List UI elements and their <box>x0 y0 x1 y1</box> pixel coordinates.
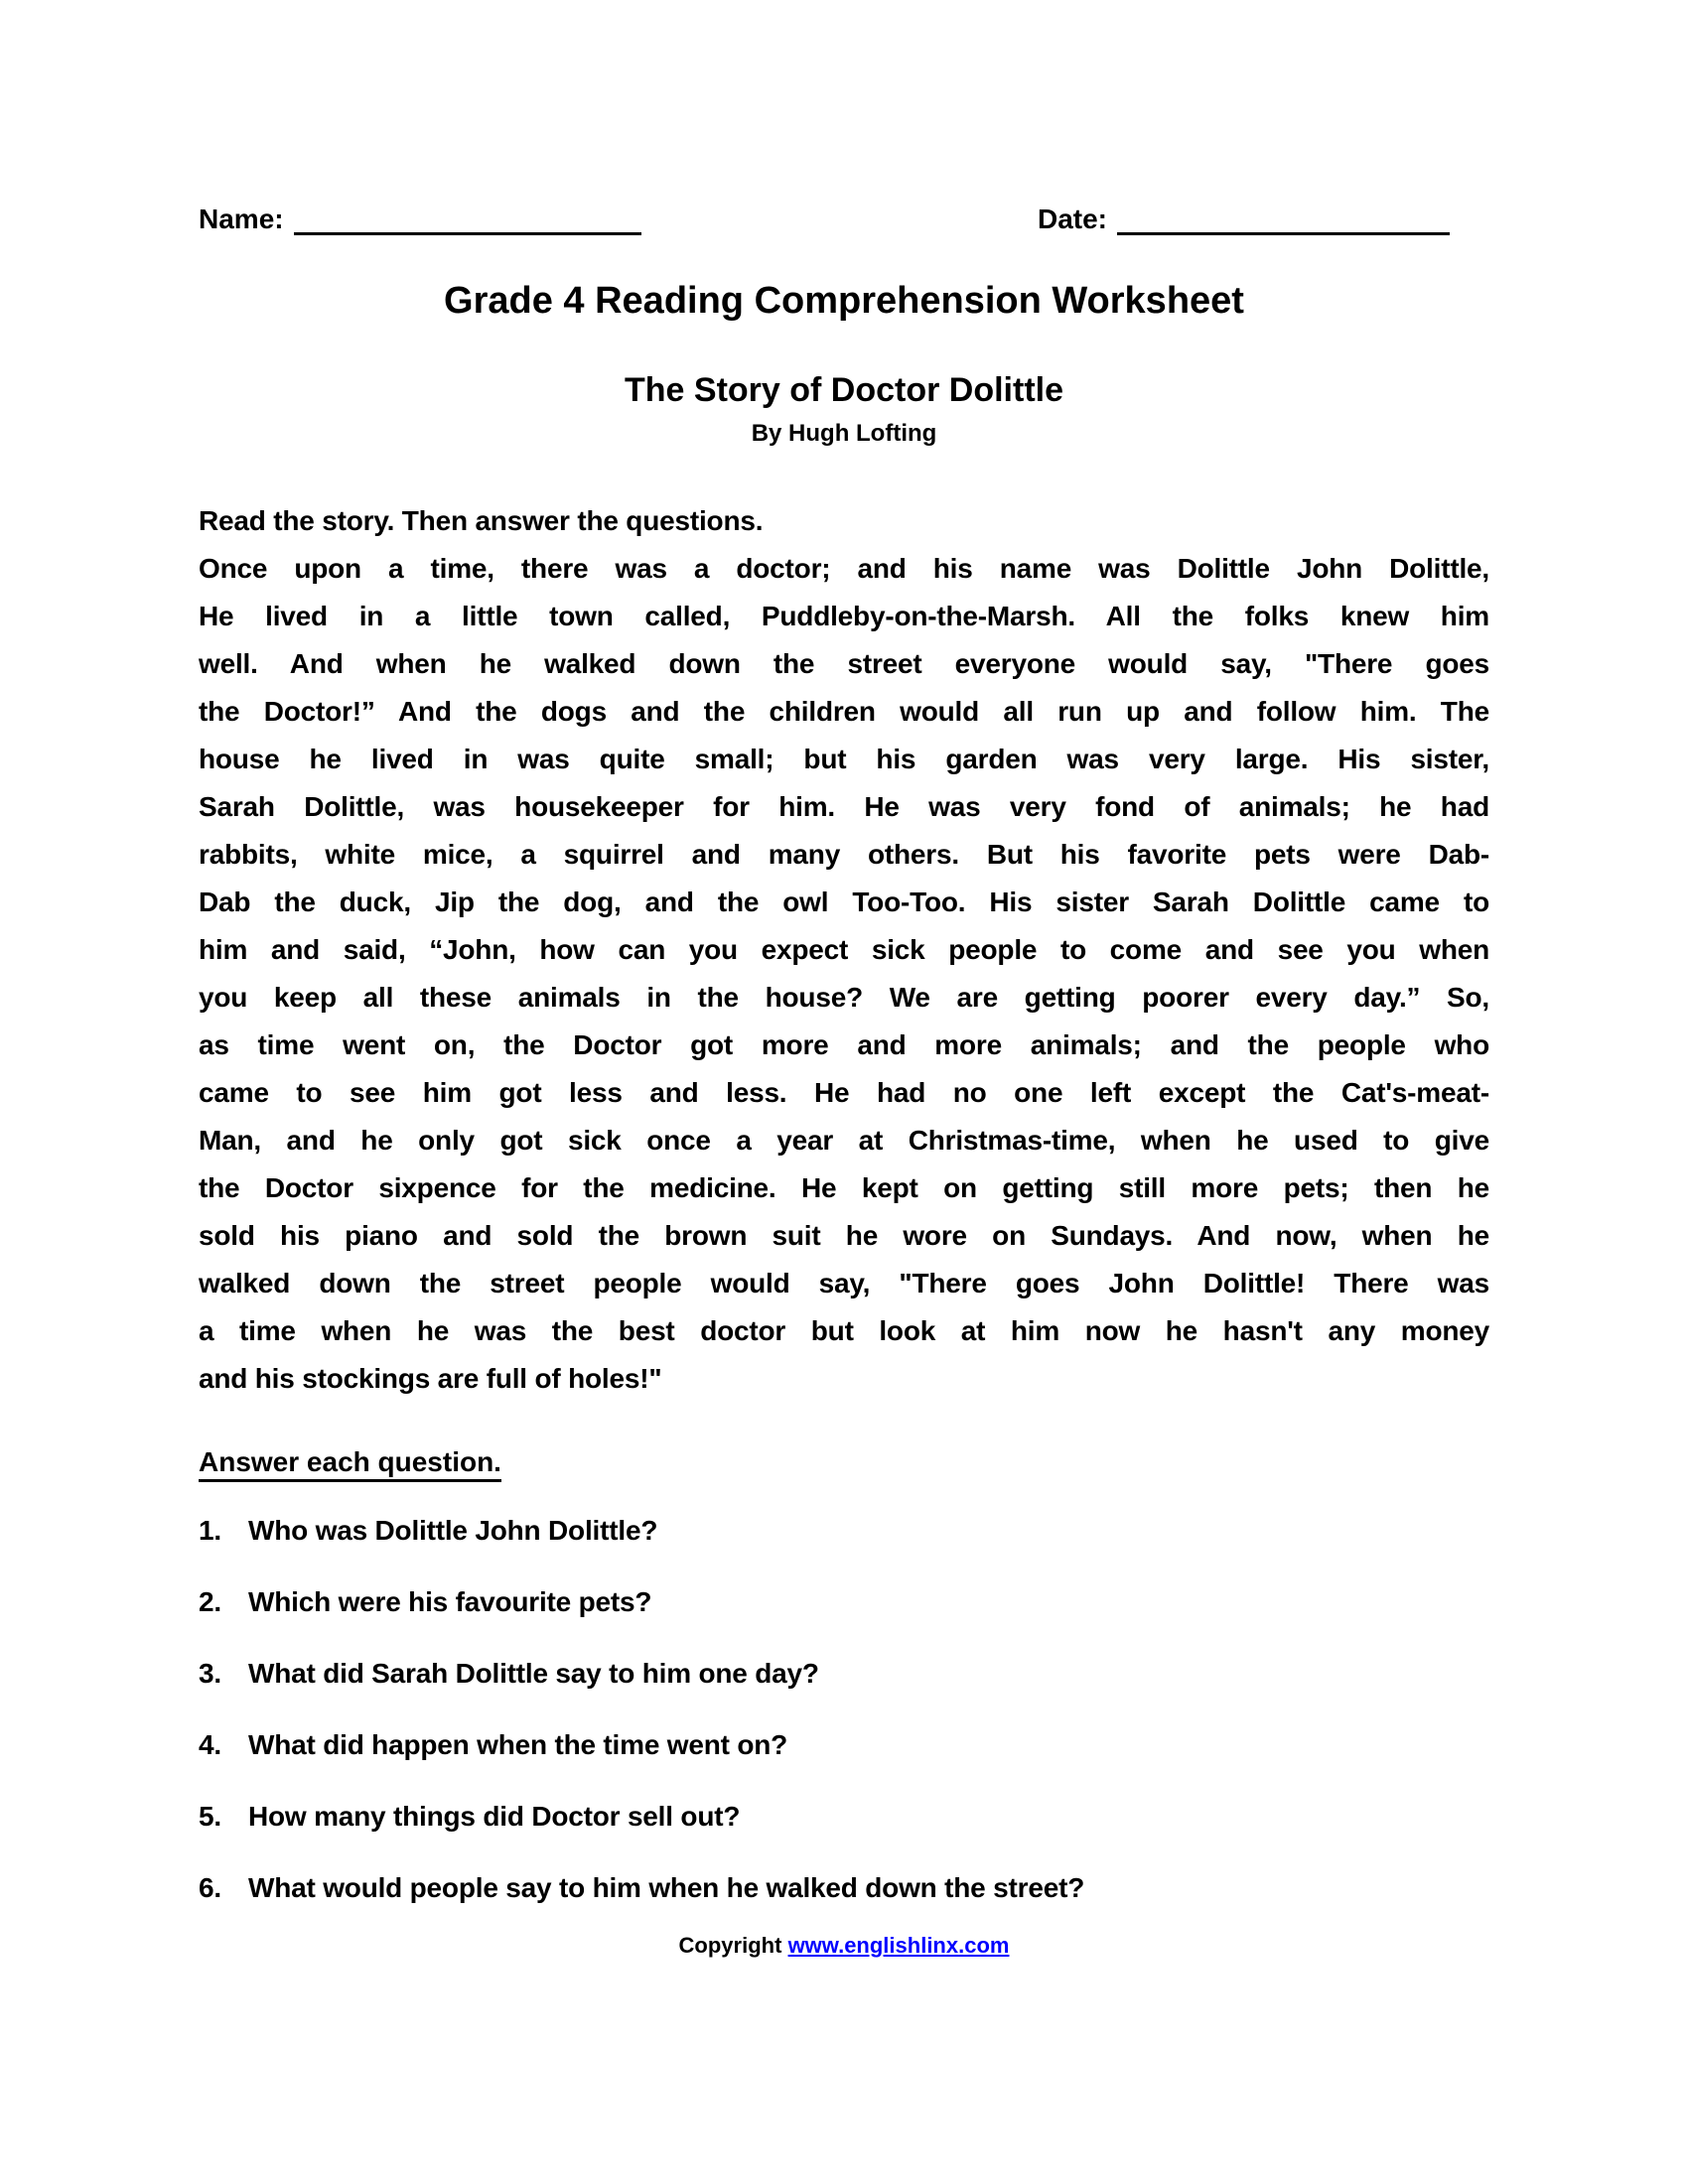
date-label: Date: <box>1037 204 1107 234</box>
question-row <box>199 1726 1489 1764</box>
question-text: What did Sarah Dolittle say to him one day? <box>248 1658 819 1689</box>
question-row <box>199 1655 1489 1693</box>
story-line: him and said, “John, how can you expect sick people to come and see you when <box>199 934 1489 965</box>
story-byline: By Hugh Lofting <box>751 420 937 447</box>
story-title: The Story of Doctor Dolittle <box>625 371 1063 409</box>
questions-list <box>199 1512 1489 1907</box>
englishlinx-link[interactable]: www.englishlinx.com <box>787 1933 1010 1958</box>
question-row <box>199 1869 1489 1907</box>
question-row <box>199 1512 1489 1550</box>
story-line: Sarah Dolittle, was housekeeper for him. He was very fond of animals; he had <box>199 791 1489 822</box>
date-blank-line <box>1117 205 1450 235</box>
story-paragraph <box>199 545 1489 1403</box>
question-number: 6. <box>199 1872 221 1903</box>
story-line: rabbits, white mice, a squirrel and many others. But his favorite pets were Dab- <box>199 839 1489 870</box>
question-number: 5. <box>199 1801 221 1832</box>
question-row <box>199 1583 1489 1621</box>
story-line: Man, and he only got sick once a year at Christmas-time, when he used to give <box>199 1125 1489 1156</box>
question-number: 4. <box>199 1729 221 1760</box>
question-text: How many things did Doctor sell out? <box>248 1801 741 1832</box>
question-row <box>199 1798 1489 1836</box>
name-date-row <box>199 204 1489 235</box>
story-line: He lived in a little town called, Puddleby-on-the-Marsh. All the folks knew him <box>199 601 1489 631</box>
questions-header <box>199 1446 1489 1478</box>
story-line: a time when he was the best doctor but look at him now he hasn't any money <box>199 1315 1489 1346</box>
story-line: walked down the street people would say, "There goes John Dolittle! There was <box>199 1268 1489 1298</box>
story-line: sold his piano and sold the brown suit he wore on Sundays. And now, when he <box>199 1220 1489 1251</box>
question-text: Which were his favourite pets? <box>248 1586 652 1617</box>
name-label: Name: <box>199 204 284 234</box>
story-line: came to see him got less and less. He had no one left except the Cat's-meat- <box>199 1077 1489 1108</box>
story-line: and his stockings are full of holes!" <box>199 1363 662 1394</box>
footer <box>199 1933 1489 1959</box>
name-field <box>199 204 641 235</box>
story-line: the Doctor sixpence for the medicine. He kept on getting still more pets; then he <box>199 1172 1489 1203</box>
copyright-label: Copyright <box>678 1933 782 1958</box>
name-blank-line <box>294 205 641 235</box>
question-number: 2. <box>199 1586 221 1617</box>
story-line: the Doctor!” And the dogs and the children would all run up and follow him. The <box>199 696 1489 727</box>
instructions-line: Read the story. Then answer the questions. <box>199 505 764 536</box>
worksheet-title: Grade 4 Reading Comprehension Worksheet <box>444 280 1244 322</box>
story-line: house he lived in was quite small; but his garden was very large. His sister, <box>199 744 1489 774</box>
story-line: well. And when he walked down the street everyone would say, "There goes <box>199 648 1489 679</box>
question-number: 3. <box>199 1658 221 1689</box>
question-text: What did happen when the time went on? <box>248 1729 788 1760</box>
story-line: Dab the duck, Jip the dog, and the owl Too-Too. His sister Sarah Dolittle came to <box>199 887 1489 917</box>
question-text: Who was Dolittle John Dolittle? <box>248 1515 658 1546</box>
question-number: 1. <box>199 1515 221 1546</box>
story-line: Once upon a time, there was a doctor; and his name was Dolittle John Dolittle, <box>199 553 1489 584</box>
story-line: as time went on, the Doctor got more and more animals; and the people who <box>199 1029 1489 1060</box>
questions-header-text: Answer each question. <box>199 1446 501 1482</box>
date-field <box>1038 204 1450 235</box>
story-line: you keep all these animals in the house? We are getting poorer every day.” So, <box>199 982 1489 1013</box>
question-text: What would people say to him when he walked down the street? <box>248 1872 1085 1903</box>
